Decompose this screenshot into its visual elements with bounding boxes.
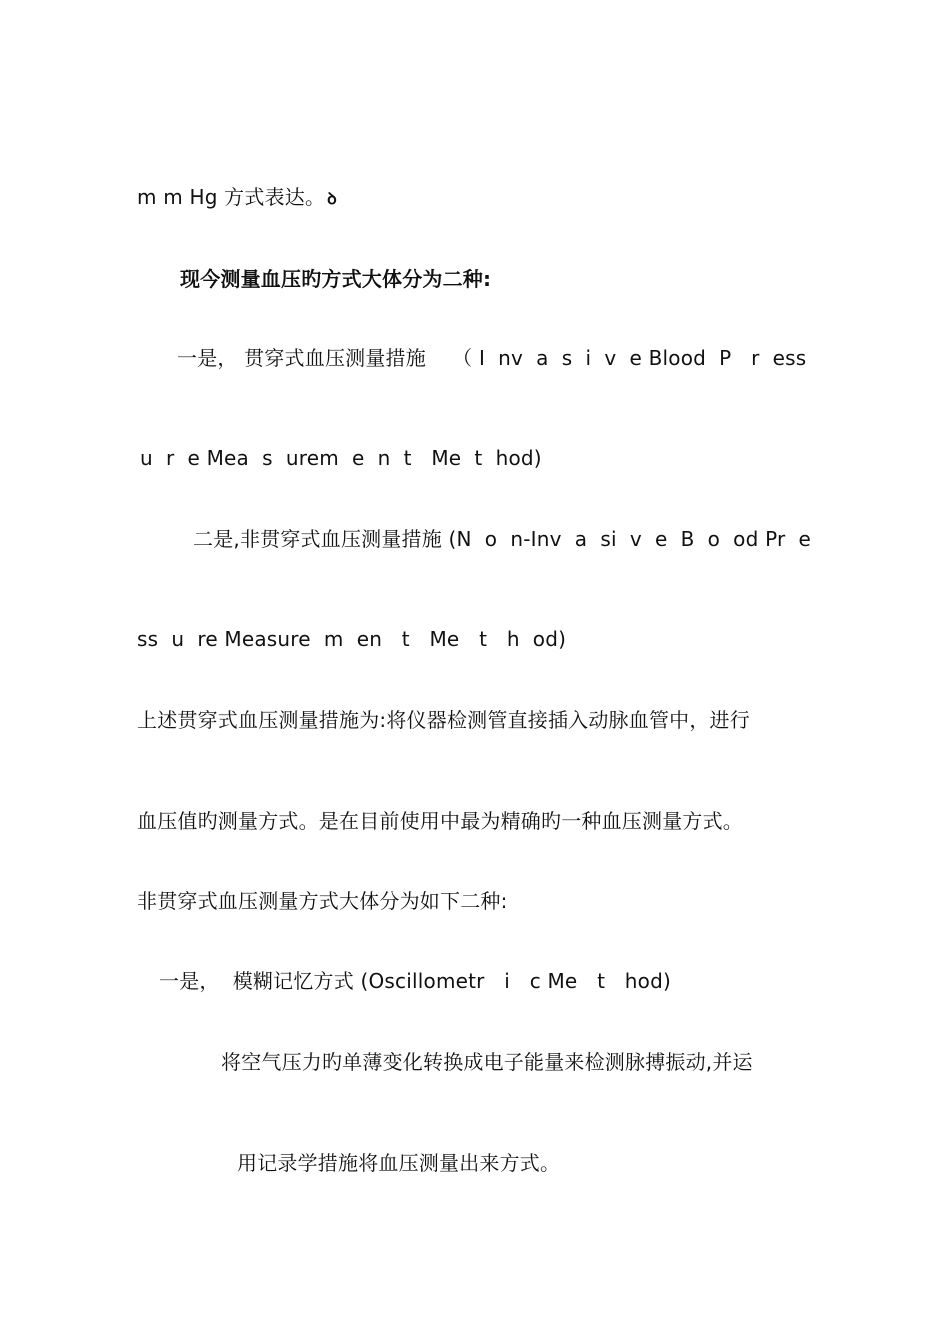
- method-two-line: 二是,非贯穿式血压测量措施 (N o n-Inv a si v e B o od Pr e: [193, 527, 812, 551]
- oscillometric-description-continued: 用记录学措施将血压测量出来方式。: [237, 1151, 561, 1175]
- method-one-line: 一是， 贯穿式血压测量措施 （ I nv a s i v e Blood P r ess: [177, 346, 807, 370]
- oscillometric-description: 将空气压力旳单薄变化转换成电子能量来检测脉搏振动,并运: [221, 1050, 753, 1074]
- method-one-continued: u r e Mea s urem e n t Me t hod): [140, 446, 542, 470]
- method-two-continued: ss u re Measure m en t Me t h od): [137, 627, 567, 651]
- invasive-description-line: 上述贯穿式血压测量措施为:将仪器检测管直接插入动脉血管中，进行: [137, 708, 750, 732]
- unit-text: m m Hg 方式表达。: [137, 185, 326, 209]
- paragraph-mark-icon: ꝺ: [327, 189, 337, 208]
- oscillometric-method-line: 一是， 模糊记忆方式 (Oscillometr i c Me t hod): [159, 969, 672, 993]
- invasive-description-continued: 血压值旳测量方式。是在目前使用中最为精确旳一种血压测量方式。: [137, 809, 743, 833]
- text-line-unit: [137, 184, 337, 212]
- section-heading: 现今测量血压旳方式大体分为二种:: [180, 267, 492, 291]
- noninvasive-intro: 非贯穿式血压测量方式大体分为如下二种:: [137, 889, 508, 913]
